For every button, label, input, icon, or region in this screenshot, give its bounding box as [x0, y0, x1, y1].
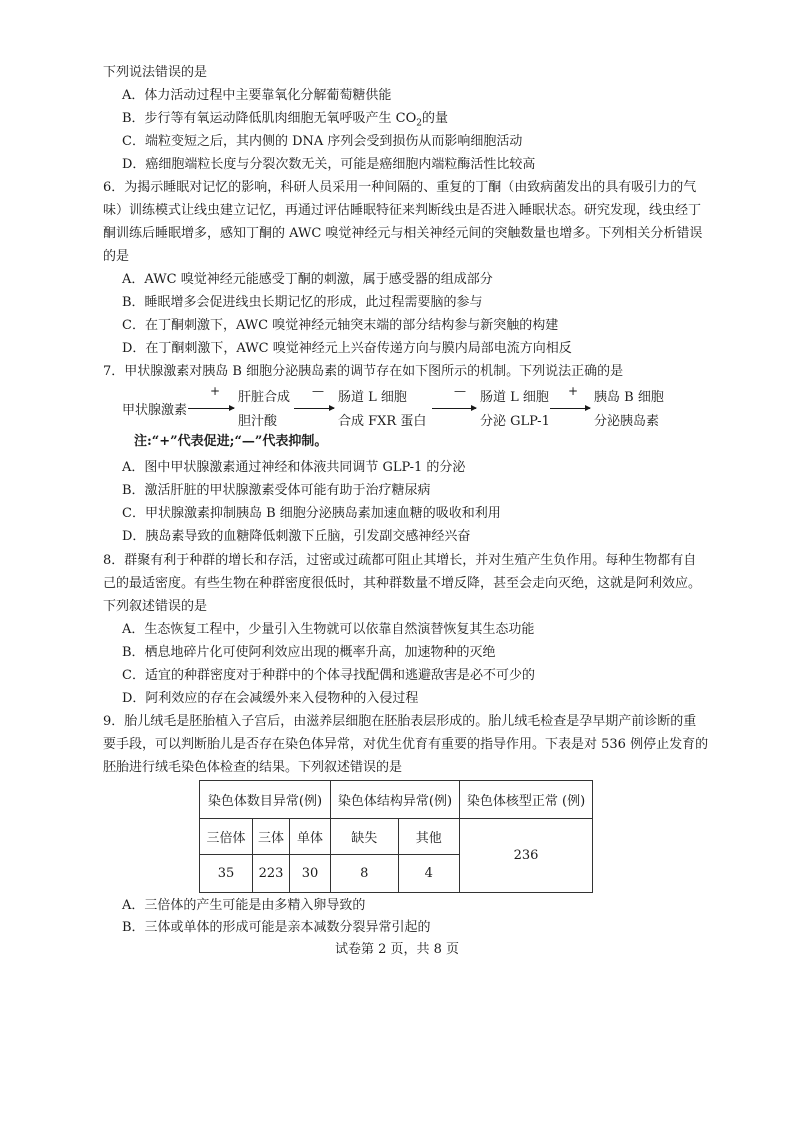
question-6-line-3: 酮训练后睡眠增多，感知丁酮的 AWC 嗅觉神经元与相关神经元间的突触数量也增多。下列相关分析错误	[103, 226, 703, 241]
q8-option-a: A．生态恢复工程中，少量引入生物就可以依靠自然演替恢复其生态功能	[122, 622, 535, 637]
header-number-abnormal: 染色体数目异常(例)	[200, 781, 331, 819]
node-l-cell-fxr-top: 肠道 L 细胞	[338, 390, 407, 405]
col-monosomy: 单体	[290, 819, 331, 855]
arrow-4	[550, 408, 590, 409]
page-footer: 试卷第 2 页，共 8 页	[334, 942, 460, 957]
q8-option-d: D．阿利效应的存在会减缓外来入侵物种的入侵过程	[122, 691, 419, 706]
question-9-line-3: 胚胎进行绒毛染色体检查的结果。下列叙述错误的是	[103, 760, 403, 775]
q7-option-b: B．激活肝脏的甲状腺激素受体可能有助于治疗糖尿病	[122, 483, 431, 498]
node-l-cell-fxr-bottom: 合成 FXR 蛋白	[338, 414, 427, 429]
question-8-line-2: 己的最适密度。有些生物在种群密度很低时，其种群数量不增反降，甚至会走向灭绝，这就是阿利效应。	[103, 576, 702, 591]
question-8-line-3: 下列叙述错误的是	[103, 599, 208, 614]
q7-option-d: D．胰岛素导致的血糖降低刺激下丘脑，引发副交感神经兴奋	[122, 529, 471, 544]
arrow-1	[188, 408, 234, 409]
value-normal: 236	[460, 819, 593, 893]
node-beta-cell-top: 胰岛 B 细胞	[594, 390, 664, 405]
node-liver-bottom: 胆汁酸	[238, 414, 278, 429]
sign-inhibit-1: —	[312, 384, 324, 398]
question-9-line-2: 要手段，可以判断胎儿是否存在染色体异常，对优生优育有重要的指导作用。下表是对 536 例停止发育的	[103, 737, 709, 752]
q5-option-a: A．体力活动过程中主要靠氧化分解葡萄糖供能	[122, 88, 392, 103]
question-6-line-4: 的是	[103, 249, 130, 264]
q7-option-c: C．甲状腺激素抑制胰岛 B 细胞分泌胰岛素加速血糖的吸收和利用	[122, 506, 501, 521]
col-triploid: 三倍体	[200, 819, 253, 855]
regulation-flow-diagram	[122, 386, 682, 432]
value-trisomy: 223	[253, 855, 290, 893]
q6-option-d: D．在丁酮刺激下，AWC 嗅觉神经元上兴奋传递方向与膜内局部电流方向相反	[122, 341, 572, 356]
q6-option-b: B．睡眠增多会促进线虫长期记忆的形成，此过程需要脑的参与	[122, 295, 483, 310]
node-l-cell-glp-top: 肠道 L 细胞	[480, 390, 549, 405]
col-deletion: 缺失	[331, 819, 399, 855]
arrow-3	[432, 408, 476, 409]
value-deletion: 8	[331, 855, 399, 893]
q9-option-a: A．三倍体的产生可能是由多精入卵导致的	[122, 898, 366, 913]
q6-option-a: A．AWC 嗅觉神经元能感受丁酮的刺激，属于感受器的组成部分	[122, 272, 493, 287]
question-6-line-2: 味）训练模式让线虫建立记忆，再通过评估睡眠特征来判断线虫是否进入睡眠状态。研究发现，线虫经丁	[103, 203, 702, 218]
node-thyroid-hormone: 甲状腺激素	[122, 403, 188, 418]
q8-option-b: B．栖息地碎片化可使阿利效应出现的概率升高，加速物种的灭绝	[122, 645, 496, 660]
q5-option-c: C．端粒变短之后，其内侧的 DNA 序列会受到损伤从而影响细胞活动	[122, 134, 523, 149]
karyotype-results-table	[199, 780, 593, 893]
arrow-2	[294, 408, 334, 409]
question-5-stem: 下列说法错误的是	[103, 65, 208, 80]
node-liver-top: 肝脏合成	[238, 390, 291, 405]
sign-inhibit-2: —	[454, 384, 466, 398]
q8-option-c: C．适宜的种群密度对于种群中的个体寻找配偶和逃避敌害是必不可少的	[122, 668, 535, 683]
value-monosomy: 30	[290, 855, 331, 893]
col-other: 其他	[398, 819, 459, 855]
node-l-cell-glp-bottom: 分泌 GLP-1	[480, 414, 550, 429]
question-8-line-1: 8．群聚有利于种群的增长和存活，过密或过疏都可阻止其增长，并对生殖产生负作用。每种生物都有自	[103, 553, 697, 568]
header-structure-abnormal: 染色体结构异常(例)	[331, 781, 460, 819]
q7-option-a: A．图中甲状腺激素通过神经和体液共同调节 GLP-1 的分泌	[122, 460, 466, 475]
sign-promote-2: +	[568, 384, 579, 398]
diagram-note: 注:“+”代表促进;“—”代表抑制。	[134, 434, 328, 449]
node-beta-cell-bottom: 分泌胰岛素	[594, 414, 660, 429]
q5-option-d: D．癌细胞端粒长度与分裂次数无关，可能是癌细胞内端粒酶活性比较高	[122, 157, 536, 172]
sign-promote-1: +	[210, 384, 221, 398]
question-6-line-1: 6．为揭示睡眠对记忆的影响，科研人员采用一种间隔的、重复的丁酮（由致病菌发出的具有吸引力的气	[103, 180, 697, 195]
question-9-line-1: 9．胎儿绒毛是胚胎植入子宫后，由滋养层细胞在胚胎表层形成的。胎儿绒毛检查是孕早期产前诊断的重	[103, 714, 697, 729]
q6-option-c: C．在丁酮刺激下，AWC 嗅觉神经元轴突末端的部分结构参与新突触的构建	[122, 318, 559, 333]
q9-option-b: B．三体或单体的形成可能是亲本减数分裂异常引起的	[122, 920, 431, 935]
header-normal-karyotype: 染色体核型正常 (例)	[460, 781, 593, 819]
col-trisomy: 三体	[253, 819, 290, 855]
value-other: 4	[398, 855, 459, 893]
question-7-stem: 7．甲状腺激素对胰岛 B 细胞分泌胰岛素的调节存在如下图所示的机制。下列说法正确的是	[103, 364, 624, 379]
value-triploid: 35	[200, 855, 253, 893]
q5-option-b: B．步行等有氧运动降低肌肉细胞无氧呼吸产生 $CO_2$的量	[122, 111, 449, 129]
